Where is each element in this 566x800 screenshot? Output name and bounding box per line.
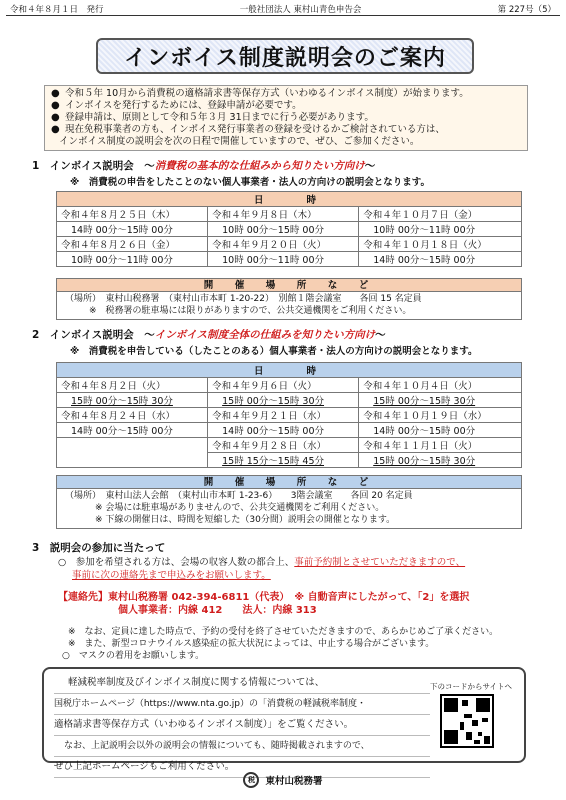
organization-name: 一般社団法人 東村山青色申告会	[239, 4, 362, 15]
page-title: インボイス制度説明会のご案内	[124, 45, 446, 71]
section2-schedule-table	[56, 362, 522, 468]
qr-code-icon[interactable]	[440, 694, 494, 748]
intro-item: ● 現在免税事業者の方も、インボイス発行事業者の登録を受けるかご検討されている方は、	[51, 124, 445, 135]
issue-number: 第 227号（5）	[497, 4, 556, 15]
section1-schedule-table	[56, 191, 522, 267]
section3-notice: ○ 参加を希望される方は、会場の収容人数の都合上、事前予約制とさせていただきますので、 事前に次の連絡先まで申込みをお願いします。	[58, 557, 466, 581]
footer	[0, 772, 566, 788]
bullet-icon: ●	[51, 100, 60, 111]
issue-date: 令和４年８月１日 発行	[10, 4, 104, 15]
intro-item: ● インボイスを発行するためには、登録申請が必要です。	[51, 100, 302, 111]
section1-venue-info: （場所） 東村山税務署 （東村山市本町 1-20-22） 別館１階会議室 各回 15 名定員 ※ 税務署の駐車場には限りがありますので、公共交通機関をご利用ください。	[56, 292, 522, 320]
section2-venue-info: （場所） 東村山法人会館 （東村山市本町 1-23-6） 3階会議室 各回 20 名定員 ※ 会場には駐車場がありませんので、公共交通機関をご利用ください。 ※ 下線の開催日は、時間を短縮した（30分間）説明会の開催となります。	[56, 489, 522, 529]
section3-notes: ※ なお、定員に達した時点で、予約の受付を終了させていただきますので、あらかじめご了承ください。 ※ また、新型コロナウイルス感染症の拡大状況によっては、中止する場合がございます。 ○ マスクの着用をお願いします。	[62, 627, 499, 661]
tax-office-name: 東村山税務署	[265, 776, 323, 787]
intro-continuation: インボイス制度の説明会を次の日程で開催していますので、ぜひ、ご参加ください。	[59, 136, 420, 147]
table-row: 令和４年９月２８日（水） 令和４年１１月１日（火）	[57, 438, 522, 453]
table-header: 日 時	[57, 363, 522, 378]
info-box: 軽減税率制度及びインボイス制度に関する情報については、 国税庁ホームページ（https://www.nta.go.jp）の「消費税の軽減税率制度・ 適格請求書等保存方式（いわゆるインボイス制度）」をご覧ください。 なお、上記説明会以外の説明会の情報についても、随時掲載されますので、 ぜひ上記ホームページもご利用ください。	[42, 667, 526, 763]
tax-office-seal-icon: 税	[243, 772, 259, 788]
table-row: 令和４年８月２５日（木） 令和４年９月８日（木） 令和４年１０月７日（金）	[57, 207, 522, 222]
qr-caption: 下のコードからサイトへ	[430, 682, 512, 691]
table-row: 令和４年８月２６日（金） 令和４年９月２０日（火） 令和４年１０月１８日（火）	[57, 237, 522, 252]
section1-title: 1 インボイス説明会 ～消費税の基本的な仕組みから知りたい方向け～	[32, 160, 376, 172]
bullet-icon: ●	[51, 88, 60, 99]
nta-link[interactable]: 国税庁ホームページ（https://www.nta.go.jp）の「消費税の軽減税率制度・	[54, 694, 430, 715]
intro-item: ● 登録申請は、原則として令和５年３月 31日までに行う必要があります。	[51, 112, 374, 123]
table-header: 日 時	[57, 192, 522, 207]
section2-subtitle: ※ 消費税を申告している（したことのある）個人事業者・法人の方向けの説明会となります。	[70, 346, 478, 357]
table-row: 令和４年８月２日（火） 令和４年９月６日（火） 令和４年１０月４日（火）	[57, 378, 522, 393]
contact-info: 【連絡先】東村山税務署 042-394-6811（代表） ※ 自動音声にしたがって、「2」を選択 個人事業者：内線 412 法人：内線 313	[58, 592, 470, 616]
title-banner	[96, 38, 474, 74]
table-row: 14時 00分～15時 00分 10時 00分～15時 00分 10時 00分～11時 00分	[57, 222, 522, 237]
bullet-icon: ●	[51, 124, 60, 135]
section1-subtitle: ※ 消費税の申告をしたことのない個人事業者・法人の方向けの説明会となります。	[70, 177, 430, 188]
page-header	[6, 2, 560, 16]
table-row: 15時 00分～15時 30分 15時 00分～15時 30分 15時 00分～15時 30分	[57, 393, 522, 408]
intro-item: ● 令和５年 10月から消費税の適格請求書等保存方式（いわゆるインボイス制度）が始まります。	[51, 88, 469, 99]
intro-box	[44, 85, 528, 151]
section2-title: 2 インボイス説明会 ～インボイス制度全体の仕組みを知りたい方向け～	[32, 329, 386, 341]
bullet-icon: ●	[51, 112, 60, 123]
section2-venue-header: 開 催 場 所 な ど	[56, 475, 522, 489]
section1-venue-header: 開 催 場 所 な ど	[56, 278, 522, 292]
table-row: 14時 00分～15時 00分 14時 00分～15時 00分 14時 00分～15時 00分	[57, 423, 522, 438]
table-row: 令和４年８月２４日（水） 令和４年９月２１日（水） 令和４年１０月１９日（水）	[57, 408, 522, 423]
table-row: 10時 00分～11時 00分 10時 00分～11時 00分 14時 00分～15時 00分	[57, 252, 522, 267]
table-row: 15時 15分～15時 45分 15時 00分～15時 30分	[57, 453, 522, 468]
section3-title: 3 説明会の参加に当たって	[32, 542, 166, 554]
